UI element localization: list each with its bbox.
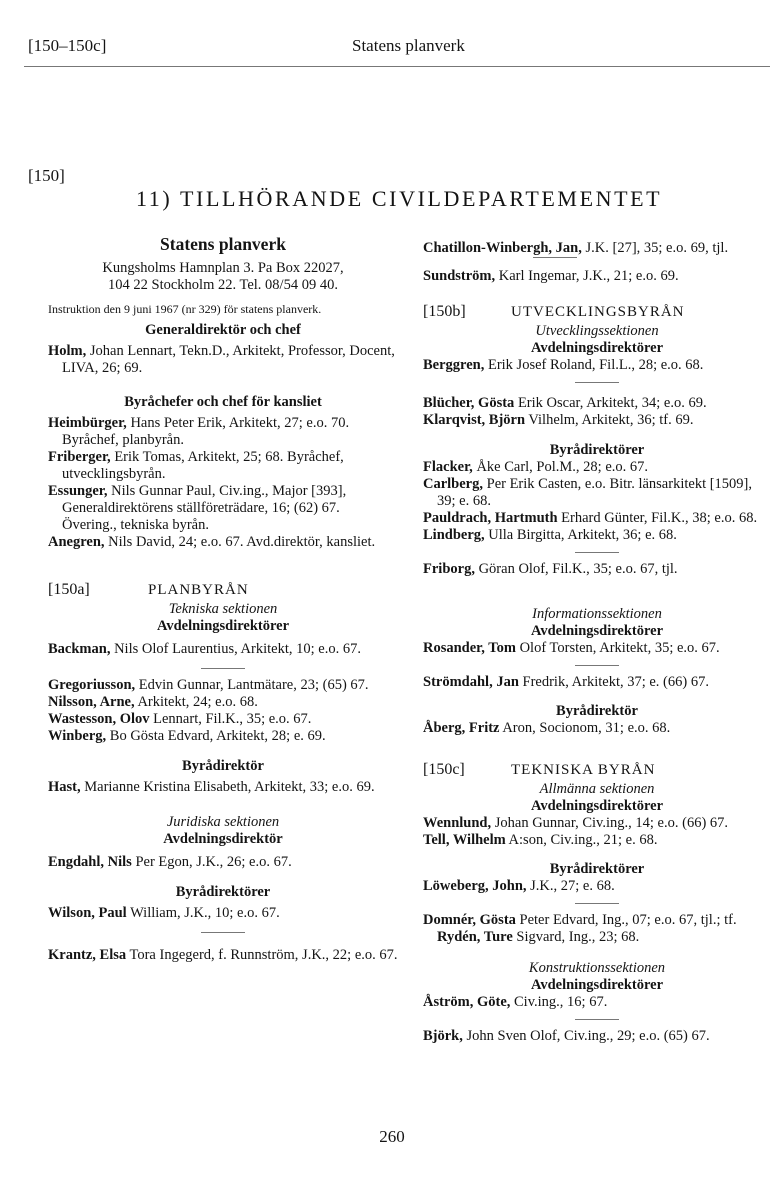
instruction-note: Instruktion den 9 juni 1967 (nr 329) för statens planverk. (48, 302, 322, 316)
subsection-title: UTVECKLINGSBYRÅN (511, 304, 685, 320)
subsection-150b (423, 303, 771, 321)
entry-lindberg: Lindberg, Ulla Birgitta, Arkitekt, 36; e. 68. (423, 527, 677, 543)
separator-dash (201, 668, 245, 669)
separator-dash (575, 665, 619, 666)
heading-avdelningsdirektorer: Avdelningsdirektörer (530, 798, 664, 814)
entry-aberg: Åberg, Fritz Aron, Socionom, 31; e.o. 68. (423, 720, 671, 736)
separator-dash (201, 932, 245, 933)
separator-dash (533, 257, 577, 258)
heading-avdelningsdirektor: Avdelningsdirektör (163, 831, 283, 847)
heading-byrachefer: Byråchefer och chef för kansliet (124, 394, 322, 410)
heading-byradirektorer: Byrådirektörer (549, 442, 645, 458)
agency-name: Statens planverk (160, 234, 286, 254)
entry-bjork: Björk, John Sven Olof, Civ.ing., 29; e.o. (65) 67. (423, 1028, 710, 1044)
entry-stromdahl: Strömdahl, Jan Fredrik, Arkitekt, 37; e. (66) 67. (423, 674, 709, 690)
heading-byradirektorer: Byrådirektörer (175, 884, 271, 900)
heading-generaldirektor: Generaldirektör och chef (145, 322, 301, 338)
entry-engdahl: Engdahl, Nils Per Egon, J.K., 26; e.o. 67. (48, 854, 292, 870)
sektion-konstruktion: Konstruktionssektionen (528, 960, 666, 976)
entry-backman: Backman, Nils Olof Laurentius, Arkitekt, 10; e.o. 67. (48, 641, 361, 657)
entry-holm: Holm, Johan Lennart, Tekn.D., Arkitekt, Professor, Docent, LIVA, 26; 69. (48, 343, 395, 376)
header-rule (24, 66, 770, 67)
running-head-title: Statens planverk (352, 36, 465, 55)
subsection-150a (48, 581, 398, 599)
sektion-information: Informationssektionen (532, 606, 662, 622)
entry-friborg: Friborg, Göran Olof, Fil.K., 35; e.o. 67, tjl. (423, 561, 678, 577)
heading-avdelningsdirektorer: Avdelningsdirektörer (530, 977, 664, 993)
section-number: [150] (28, 166, 65, 185)
subsection-number: [150c] (423, 761, 465, 778)
entry-astrom: Åström, Göte, Civ.ing., 16; 67. (423, 994, 608, 1010)
subsection-title: TEKNISKA BYRÅN (511, 762, 656, 778)
heading-avdelningsdirektorer: Avdelningsdirektörer (530, 340, 664, 356)
separator-dash (575, 903, 619, 904)
right-column (423, 240, 771, 1045)
subsection-150c (423, 761, 771, 779)
page-number: 260 (379, 1127, 405, 1146)
subsection-number: [150a] (48, 581, 90, 598)
sektion-utveckling: Utvecklingssektionen (535, 323, 659, 339)
entry-wilson: Wilson, Paul William, J.K., 10; e.o. 67. (48, 905, 280, 921)
left-column (48, 236, 398, 964)
entry-gregoriusson: Gregoriusson, Edvin Gunnar, Lantmätare, 23; (65) 67. (48, 677, 369, 693)
entry-chatillon: Chatillon-Winbergh, Jan, J.K. [27], 35; e.o. 69, tjl. (423, 240, 729, 256)
entry-wastesson: Wastesson, Olov Lennart, Fil.K., 35; e.o. 67. (48, 711, 312, 727)
heading-avdelningsdirektorer: Avdelningsdirektörer (530, 623, 664, 639)
entry-tell: Tell, Wilhelm A:son, Civ.ing., 21; e. 68. (423, 832, 658, 848)
entry-berggren: Berggren, Erik Josef Roland, Fil.L., 28; e.o. 68. (423, 357, 704, 373)
entry-heimburger: Heimbürger, Hans Peter Erik, Arkitekt, 27; e.o. 70. Byråchef, planbyrån. (48, 415, 350, 448)
separator-dash (575, 1019, 619, 1020)
subsection-title: PLANBYRÅN (148, 582, 249, 598)
entry-friberger: Friberger, Erik Tomas, Arkitekt, 25; 68. Byråchef, utvecklingsbyrån. (48, 449, 344, 482)
entry-krantz: Krantz, Elsa Tora Ingegerd, f. Runnström, J.K., 22; e.o. 67. (48, 947, 398, 963)
entry-domner: Domnér, Gösta Peter Edvard, Ing., 07; e.o. 67, tjl.; tf. Rydén, Ture Sigvard, Ing., 23; 68. (423, 912, 737, 945)
entry-nilsson: Nilsson, Arne, Arkitekt, 24; e.o. 68. (48, 694, 258, 710)
sektion-tekniska: Tekniska sektionen (168, 601, 278, 617)
heading-byradirektor: Byrådirektör (182, 758, 264, 774)
entry-winberg: Winberg, Bo Gösta Edvard, Arkitekt, 28; e. 69. (48, 728, 326, 744)
entry-flacker: Flacker, Åke Carl, Pol.M., 28; e.o. 67. (423, 459, 649, 475)
heading-byradirektorer: Byrådirektörer (549, 861, 645, 877)
entry-wennlund: Wennlund, Johan Gunnar, Civ.ing., 14; e.o. (66) 67. (423, 815, 729, 831)
sektion-juridiska: Juridiska sektionen (166, 814, 280, 830)
entry-pauldrach: Pauldrach, Hartmuth Erhard Günter, Fil.K., 38; e.o. 68. (423, 510, 758, 526)
entry-loweberg: Löweberg, John, J.K., 27; e. 68. (423, 878, 615, 894)
entry-essunger: Essunger, Nils Gunnar Paul, Civ.ing., Major [393], Generaldirektörens ställföreträdare, 16; (62) 67. Övering., tekniska byrån. (48, 483, 347, 533)
entry-carlberg: Carlberg, Per Erik Casten, e.o. Bitr. länsarkitekt [1509], 39; e. 68. (423, 476, 753, 509)
sektion-allmanna: Allmänna sektionen (539, 781, 655, 797)
entry-anegren: Anegren, Nils David, 24; e.o. 67. Avd.direktör, kansliet. (48, 534, 376, 550)
entry-blucher: Blücher, Gösta Erik Oscar, Arkitekt, 34; e.o. 69. (423, 395, 707, 411)
entry-klarqvist: Klarqvist, Björn Vilhelm, Arkitekt, 36; tf. 69. (423, 412, 694, 428)
entry-sundstrom: Sundström, Karl Ingemar, J.K., 21; e.o. 69. (423, 268, 679, 284)
separator-dash (575, 552, 619, 553)
separator-dash (575, 382, 619, 383)
department-title: 11) TILLHÖRANDE CIVILDEPARTEMENTET (136, 186, 663, 211)
heading-byradirektor: Byrådirektör (556, 703, 638, 719)
subsection-number: [150b] (423, 303, 466, 320)
heading-avdelningsdirektorer: Avdelningsdirektörer (156, 618, 290, 634)
entry-hast: Hast, Marianne Kristina Elisabeth, Arkitekt, 33; e.o. 69. (48, 779, 375, 795)
entry-rosander: Rosander, Tom Olof Torsten, Arkitekt, 35; e.o. 67. (423, 640, 720, 656)
agency-address-1: Kungsholms Hamnplan 3. Pa Box 22027, (102, 260, 344, 276)
running-head-range: [150–150c] (28, 36, 107, 55)
agency-address-2: 104 22 Stockholm 22. Tel. 08/54 09 40. (108, 277, 338, 293)
